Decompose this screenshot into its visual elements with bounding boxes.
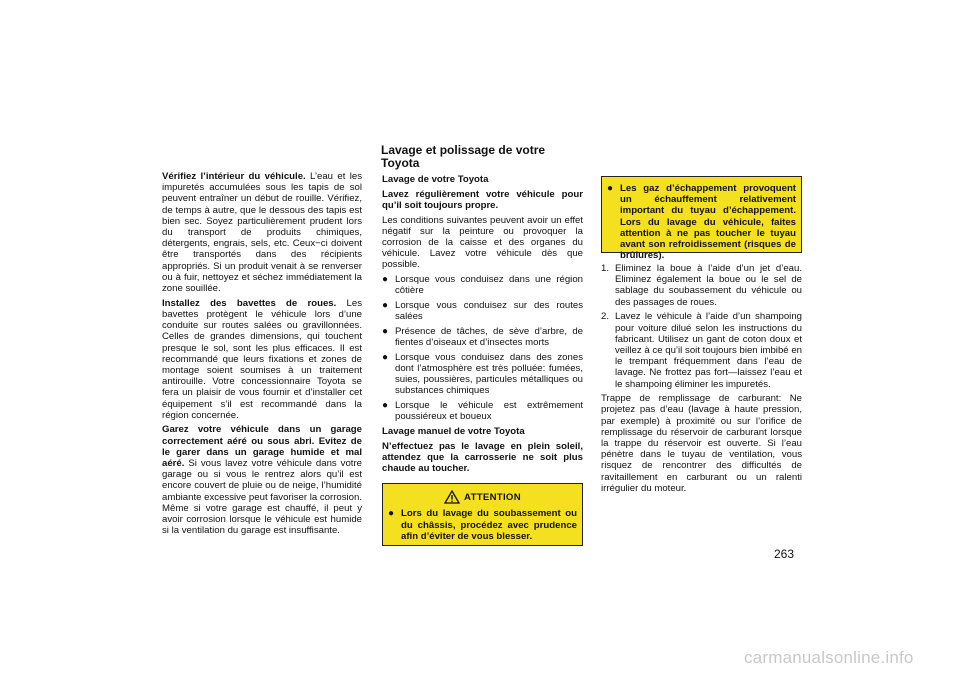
bullet-icon: ● (382, 400, 389, 412)
bullet-icon: ● (382, 274, 389, 286)
section-heading: Lavage et polissage de votre Toyota (381, 143, 546, 170)
bullet-icon: ● (382, 325, 389, 337)
list-item: 1. Eliminez la boue à l’aide d’un jet d’eau. Eliminez également la boue ou le sel de sablage du soubassement du véhicule ou des passages de roues. (601, 263, 802, 308)
bullet-icon: ● (382, 351, 389, 363)
garage-paragraph (162, 424, 362, 536)
subheading-washing: Lavage de votre Toyota (382, 174, 489, 185)
exhaust-warning-box (601, 176, 802, 262)
attention-item: ● Lors du lavage du soubassement ou du châssis, procédez avec prudence afin d’éviter de vous blesser. (388, 508, 577, 542)
conditions-intro: Les conditions suivantes peuvent avoir un effet négatif sur la peinture ou provoquer la corrosion de la caisse et des organes du véhicule. Lavez votre véhicule dès que possible. (382, 214, 583, 271)
list-item: 2. Lavez le véhicule à l’aide d’un shampoing pour voiture dilué selon les instructions du fabricant. Utilisez un gant de coton doux et veillez à ce qu’il soit toujours bien imbibé en le trempant fréquemment dans l’eau de lavage. Ne frottez pas fort—laissez l’eau et le shampoing éliminer les impuretés. (601, 311, 802, 390)
attention-header (388, 484, 577, 508)
subheading-regular-wash: Lavez régulièrement votre véhicule pour qu’il soit toujours propre. (382, 188, 583, 211)
mudflaps-lead: Installez des bavettes de roues. (162, 297, 337, 309)
right-column (601, 174, 802, 498)
list-item: ● Lorsque vous conduisez dans une région côtière (382, 274, 583, 297)
middle-column (382, 174, 583, 546)
interior-check-text: L’eau et les impuretés accumulées sous les tapis de sol peuvent entraîner un début de rouille. Vérifiez, de temps à autre, que le dessous des tapis est bien sec. Soyez particulièrement prudent lors du transport de produits chimiques, détergents, engrais, sels, etc. Ceux−ci doivent être transportés dans des récipients appropriés. Si un produit venait à se renverser ou à fuir, nettoyez et séchez immédiatement la zone souillée. (162, 171, 362, 295)
page-number: 263 (774, 547, 795, 561)
warning-triangle-icon (444, 490, 460, 504)
bullet-icon: ● (382, 300, 389, 312)
list-item: ● Lorsque vous conduisez dans des zones dont l’atmosphère est très polluée: fumées, suies, poussières, particules métalliques ou substances chimiques (382, 351, 583, 397)
subheading-no-sun: N’effectuez pas le lavage en plein soleil, attendez que la carrosserie ne soit plus chaude au toucher. (382, 440, 583, 475)
mudflaps-text: Les bavettes protègent le véhicule lors d’une conduite sur routes salées ou gravillonnées. Celles de grandes dimensions, qui touchent presque le sol, sont les plus efficaces. Il est recommandé que leurs fixations et zones de montage soient soumises à un traitement antirouille. Votre concessionnaire Toyota se fera un plaisir de vous fournir et d’installer cet équipement s’il est recommandé dans la région concernée. (162, 297, 362, 421)
bullet-icon: ● (607, 183, 614, 194)
subheading-manual-wash: Lavage manuel de votre Toyota (382, 426, 525, 438)
fuel-door-paragraph: Trappe de remplissage de carburant: Ne projetez pas d’eau (lavage à haute pression, par exemple) à proximité ou sur l’orifice de remplissage du réservoir de carburant lorsque la trappe du réservoir est ouverte. Si l’eau pénètre dans le tuyau de ventilation, vous risquez de rencontrer des difficultés de ravitaillement en carburant ou un ralenti irrégulier du moteur. (601, 393, 802, 494)
list-item: ● Lorsque le véhicule est extrêmement poussiéreux et boueux (382, 400, 583, 423)
list-item: ● Présence de tâches, de sève d’arbre, de fientes d’oiseaux et d’insectes morts (382, 325, 583, 349)
left-column (162, 171, 362, 540)
mudflaps-paragraph (162, 298, 362, 421)
watermark: carmanualsonline.info (744, 648, 914, 667)
interior-check-lead: Vérifiez l’intérieur du véhicule. (162, 171, 306, 182)
list-item: ● Lorsque vous conduisez sur des routes salées (382, 300, 583, 323)
exhaust-warning-item: ● Les gaz d’échappement provoquent un échauffement relativement important du tuyau d’échappement. Lors du lavage du véhicule, faites attention à ne pas toucher le tuyau avant son refroidissement (risques de brûlures). (607, 183, 796, 262)
interior-check-paragraph (162, 171, 362, 294)
attention-box (382, 483, 583, 546)
garage-lead: Garez votre véhicule dans un garage correctement aéré ou sous abri. Evitez de le garer dans un garage humide et mal aéré. (162, 424, 362, 470)
bullet-icon: ● (388, 508, 395, 520)
garage-text: Si vous lavez votre véhicule dans votre garage ou si vous le rentrez alors qu’il est encore couvert de pluie ou de neige, l’humidité ambiante excessive peut favoriser la corrosion. Même si votre garage est chauffé, il peut y avoir corrosion lorsque le véhicule est humide si la ventilation du garage est insuffisante. (162, 458, 362, 537)
attention-title: ATTENTION (464, 491, 521, 503)
